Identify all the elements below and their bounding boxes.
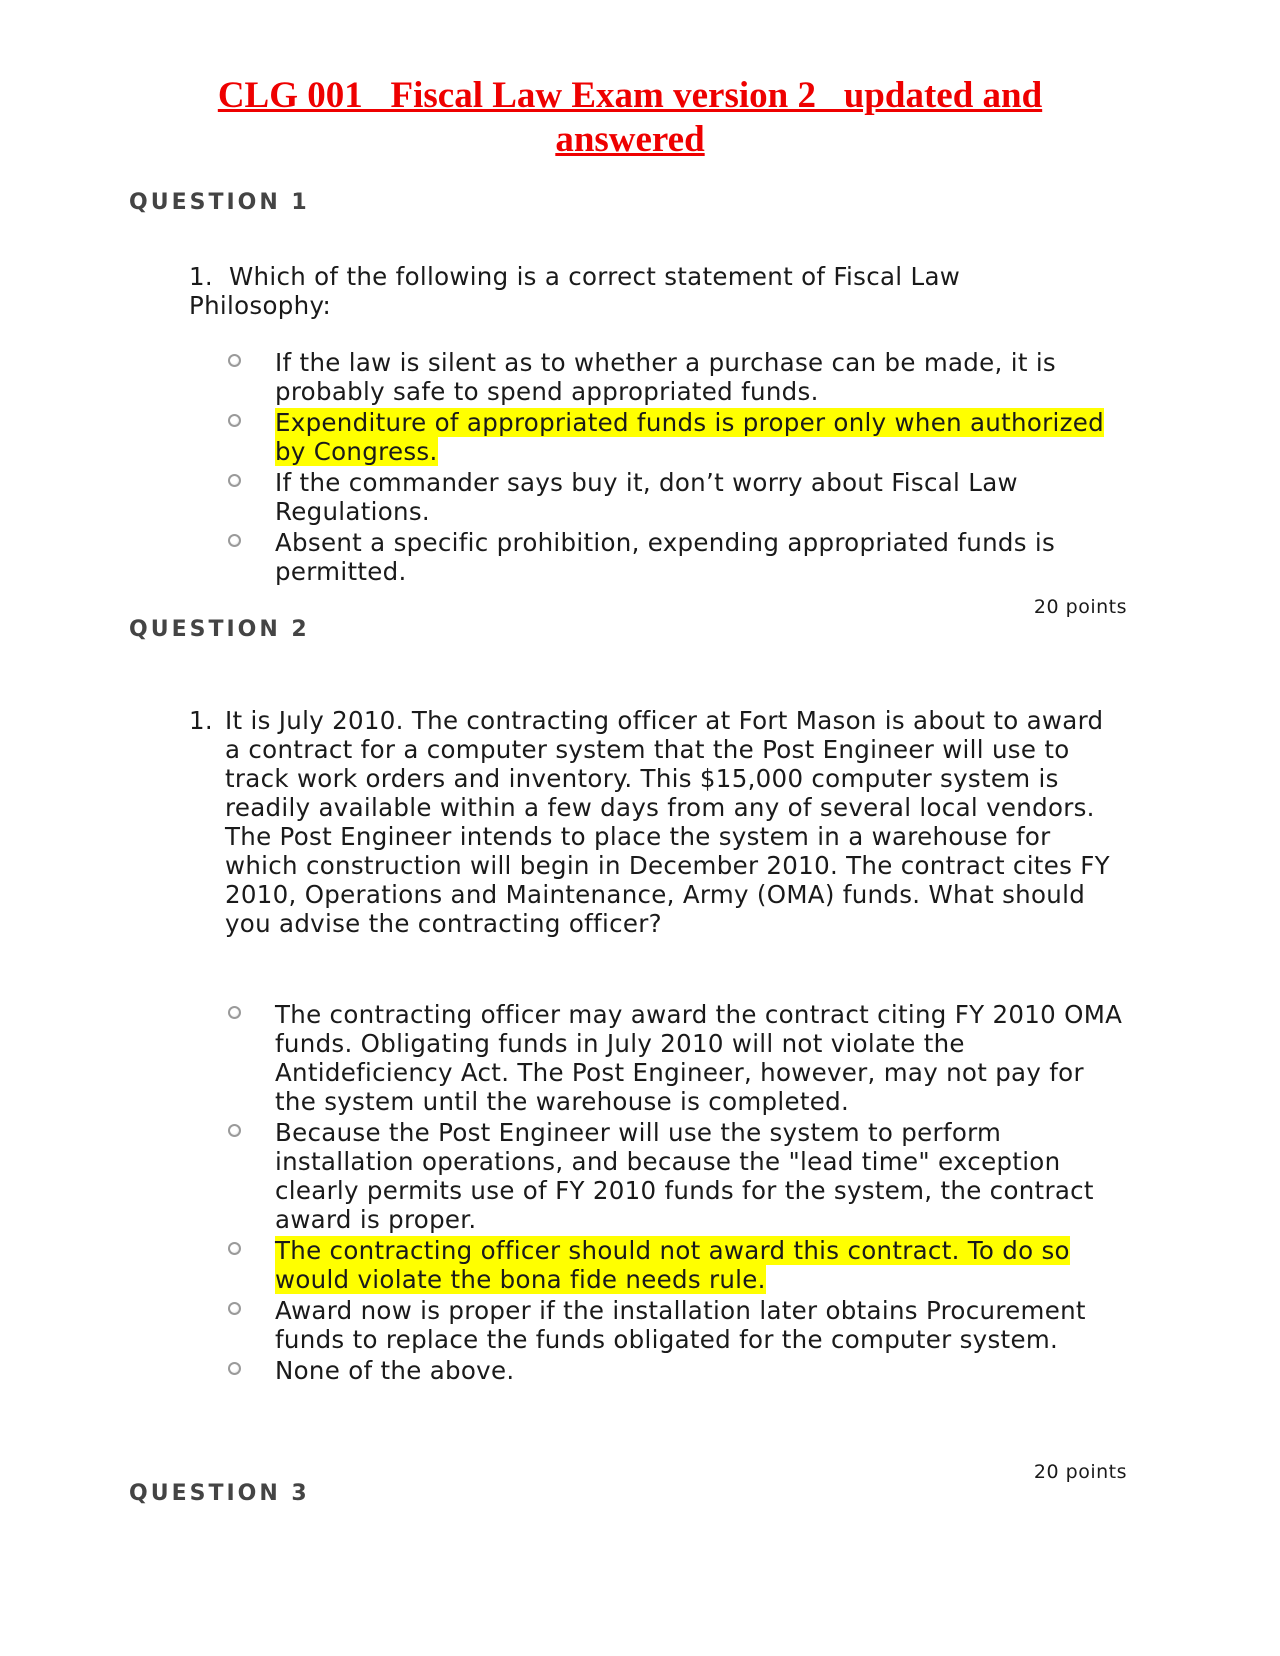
option-label-highlighted: Expenditure of appropriated funds is proper only when authorized by Congress. [275,408,1105,466]
question-2-options [228,1000,1128,1387]
option-label: If the law is silent as to whether a purchase can be made, it is probably safe to spend appropriated funds. [275,348,1056,406]
answer-option[interactable] [228,1118,1128,1234]
answer-option[interactable] [228,348,1128,406]
answer-option[interactable] [228,468,1128,526]
option-label: The contracting officer may award the contract citing FY 2010 OMA funds. Obligating funds in July 2010 will not violate the Antideficiency Act. The Post Engineer, however, may not pay for the system until the warehouse is completed. [275,1000,1123,1116]
radio-button-icon[interactable] [228,1124,241,1137]
option-label-highlighted: The contracting officer should not award this contract. To do so would violate the bona fide needs rule. [275,1236,1070,1294]
option-label: None of the above. [275,1356,515,1385]
answer-option-correct[interactable] [228,408,1128,466]
answer-option[interactable] [228,1000,1128,1116]
question-number: 1. [189,262,213,291]
question-1-text [189,262,1049,320]
question-2-prompt: It is July 2010. The contracting officer at Fort Mason is about to award a contract for a computer system that the Post Engineer will use to track work orders and inventory. This $15,000 computer system is readily available within a few days from any of several local vendors. The Post Engineer intends to place the system in a warehouse for which construction will begin in December 2010. The contract cites FY 2010, Operations and Maintenance, Army (OMA) funds. What should you advise the contracting officer? [225,706,1110,938]
question-1-points: 20 points [1033,596,1127,618]
radio-button-icon[interactable] [228,474,241,487]
radio-button-icon[interactable] [228,1302,241,1315]
radio-button-icon[interactable] [228,534,241,547]
radio-button-icon[interactable] [228,1362,241,1375]
option-label: Because the Post Engineer will use the system to perform installation operations, and because the "lead time" exception clearly permits use of FY 2010 funds for the system, the contract award is proper. [275,1118,1094,1234]
option-label: Award now is proper if the installation later obtains Procurement funds to replace the funds obligated for the computer system. [275,1296,1086,1354]
question-1-prompt: Which of the following is a correct statement of Fiscal Law Philosophy: [189,262,961,320]
question-1-heading: QUESTION 1 [129,190,310,215]
question-2-points: 20 points [1033,1461,1127,1483]
radio-button-icon[interactable] [228,414,241,427]
radio-button-icon[interactable] [228,1242,241,1255]
answer-option-correct[interactable] [228,1236,1128,1294]
answer-option[interactable] [228,528,1128,586]
question-number: 1. [189,706,213,735]
option-label: If the commander says buy it, don’t worry about Fiscal Law Regulations. [275,468,1018,526]
answer-option[interactable] [228,1356,1128,1385]
document-title: CLG 001_ Fiscal Law Exam version 2_ updated and answered [217,75,1043,160]
radio-button-icon[interactable] [228,1006,241,1019]
option-label: Absent a specific prohibition, expending appropriated funds is permitted. [275,528,1056,586]
answer-option[interactable] [228,1296,1128,1354]
question-1-options [228,348,1128,588]
question-2-heading: QUESTION 2 [129,617,310,642]
question-2-text [189,706,1119,938]
radio-button-icon[interactable] [228,354,241,367]
question-3-heading: QUESTION 3 [129,1481,310,1506]
